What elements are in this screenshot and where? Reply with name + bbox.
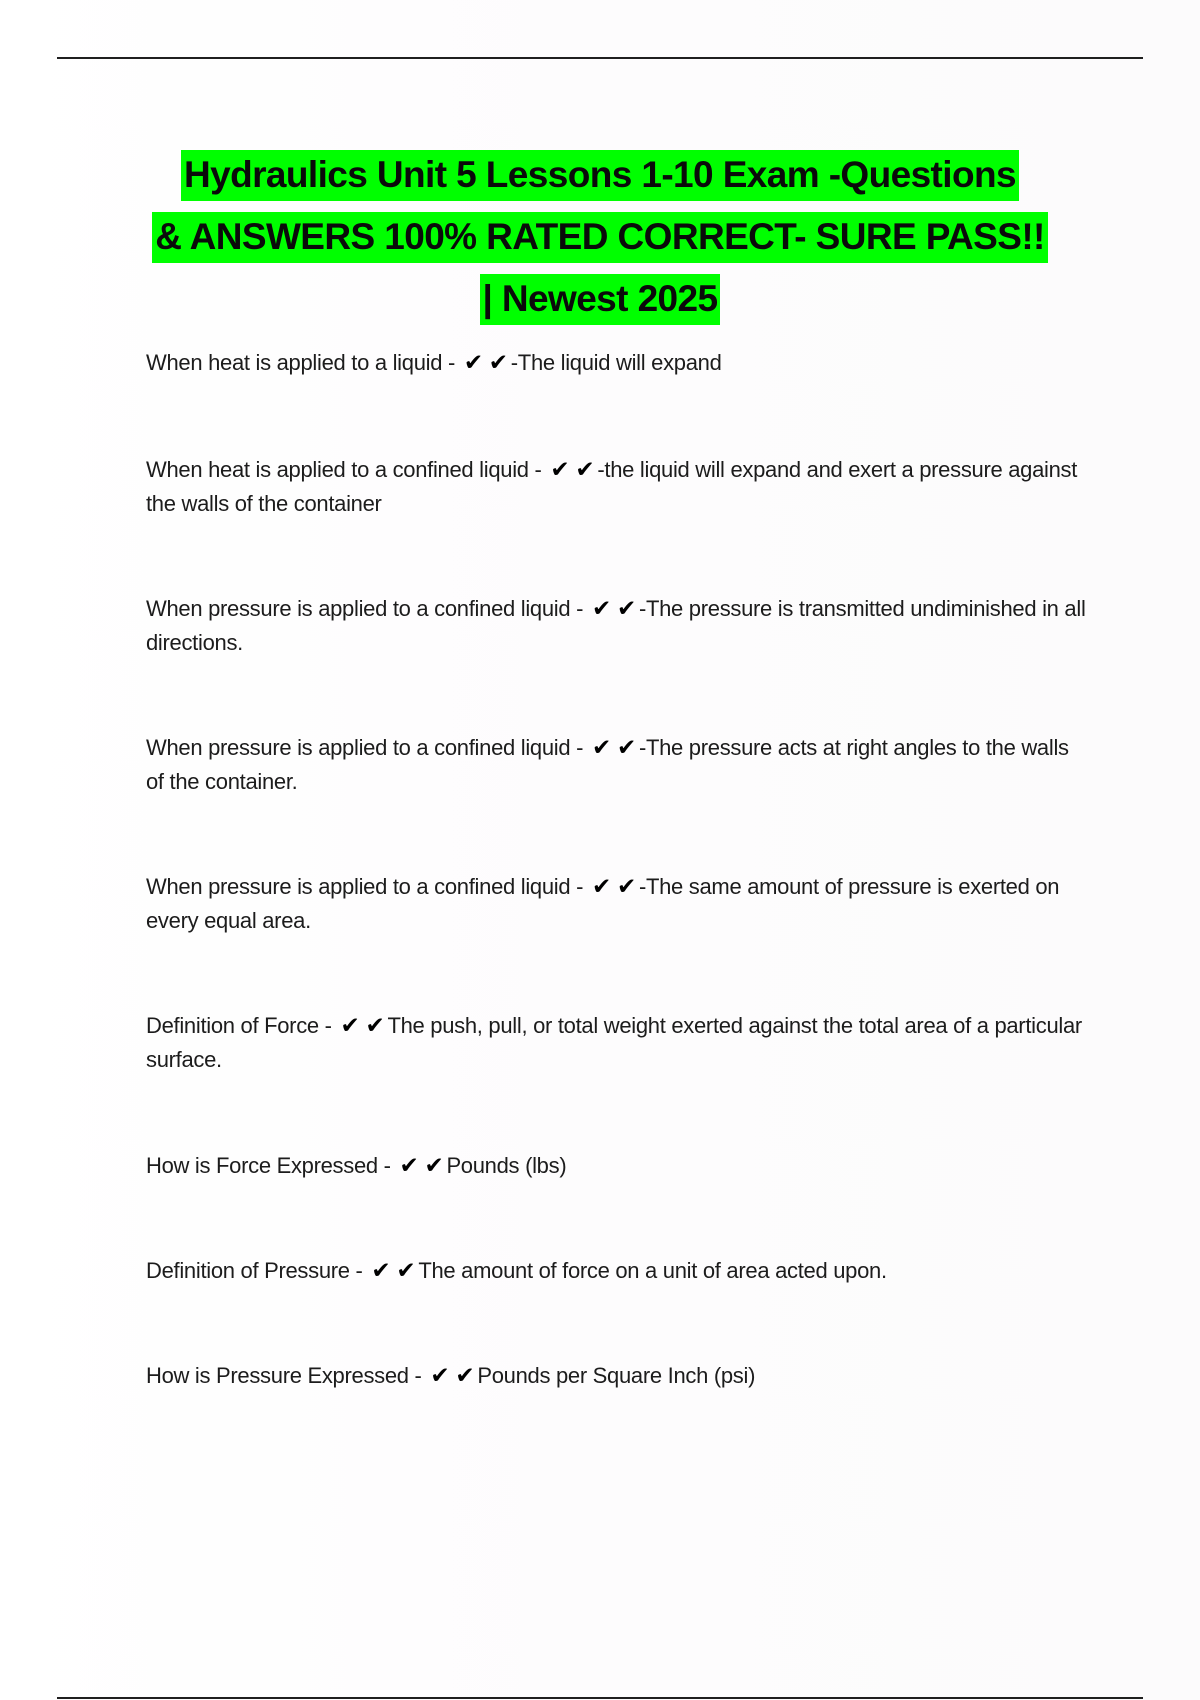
qa-item	[146, 1009, 1086, 1077]
separator: -	[570, 735, 589, 760]
check-icon: ✔	[463, 350, 483, 376]
answer-text: The push, pull, or total weight exerted against the total area of a particular surface.	[146, 1013, 1082, 1072]
answer-text: Pounds (lbs)	[446, 1153, 567, 1178]
question-text: How is Pressure Expressed	[146, 1363, 409, 1388]
check-icon: ✔	[340, 1013, 360, 1039]
question-text: When pressure is applied to a confined liquid	[146, 596, 571, 621]
answer-text: -The pressure is transmitted undiminished in all directions.	[146, 596, 1086, 655]
check-icon: ✔	[399, 1153, 419, 1179]
question-text: When heat is applied to a liquid	[146, 350, 443, 375]
check-icon: ✔	[396, 1258, 416, 1284]
check-icon: ✔	[430, 1363, 450, 1389]
question-text: When pressure is applied to a confined liquid	[146, 735, 571, 760]
check-icon: ✔	[550, 457, 570, 483]
check-icon: ✔	[616, 596, 636, 622]
separator: -	[349, 1258, 369, 1283]
qa-item	[146, 731, 1086, 799]
check-icon: ✔	[488, 350, 508, 376]
answer-text: -The liquid will expand	[510, 350, 722, 375]
check-icon: ✔	[591, 596, 611, 622]
check-icon: ✔	[455, 1363, 475, 1389]
qa-item	[146, 1359, 1086, 1393]
check-icon: ✔	[371, 1258, 391, 1284]
check-icon: ✔	[424, 1153, 444, 1179]
footer-rule	[57, 1697, 1143, 1699]
qa-item	[146, 453, 1086, 521]
question-text: Definition of Pressure	[146, 1258, 350, 1283]
check-icon: ✔	[365, 1013, 385, 1039]
answer-text: -The pressure acts at right angles to the walls of the container.	[146, 735, 1069, 794]
title-line-1: Hydraulics Unit 5 Lessons 1-10 Exam -Questions	[181, 150, 1019, 201]
separator: -	[528, 457, 548, 482]
separator: -	[442, 350, 461, 375]
qa-item	[146, 870, 1086, 938]
qa-item	[146, 1149, 1086, 1183]
answer-text: Pounds per Square Inch (psi)	[477, 1363, 756, 1388]
question-text: How is Force Expressed	[146, 1153, 378, 1178]
separator: -	[570, 874, 589, 899]
answer-text: The amount of force on a unit of area acted upon.	[418, 1258, 887, 1283]
separator: -	[408, 1363, 428, 1388]
qa-item	[146, 1254, 1086, 1288]
header-rule	[57, 57, 1143, 59]
question-text: Definition of Force	[146, 1013, 319, 1038]
document-title	[100, 144, 1100, 330]
answer-text: -the liquid will expand and exert a pressure against the walls of the container	[146, 457, 1078, 516]
answer-text: -The same amount of pressure is exerted on every equal area.	[146, 874, 1060, 933]
check-icon: ✔	[575, 457, 595, 483]
question-text: When pressure is applied to a confined liquid	[146, 874, 571, 899]
qa-item	[146, 592, 1086, 660]
separator: -	[377, 1153, 397, 1178]
separator: -	[318, 1013, 338, 1038]
question-text: When heat is applied to a confined liquid	[146, 457, 529, 482]
qa-item	[146, 346, 1086, 380]
check-icon: ✔	[616, 735, 636, 761]
title-line-2: & ANSWERS 100% RATED CORRECT- SURE PASS!!	[152, 212, 1048, 263]
check-icon: ✔	[591, 735, 611, 761]
separator: -	[570, 596, 589, 621]
check-icon: ✔	[591, 874, 611, 900]
title-line-3: | Newest 2025	[480, 274, 721, 325]
check-icon: ✔	[616, 874, 636, 900]
